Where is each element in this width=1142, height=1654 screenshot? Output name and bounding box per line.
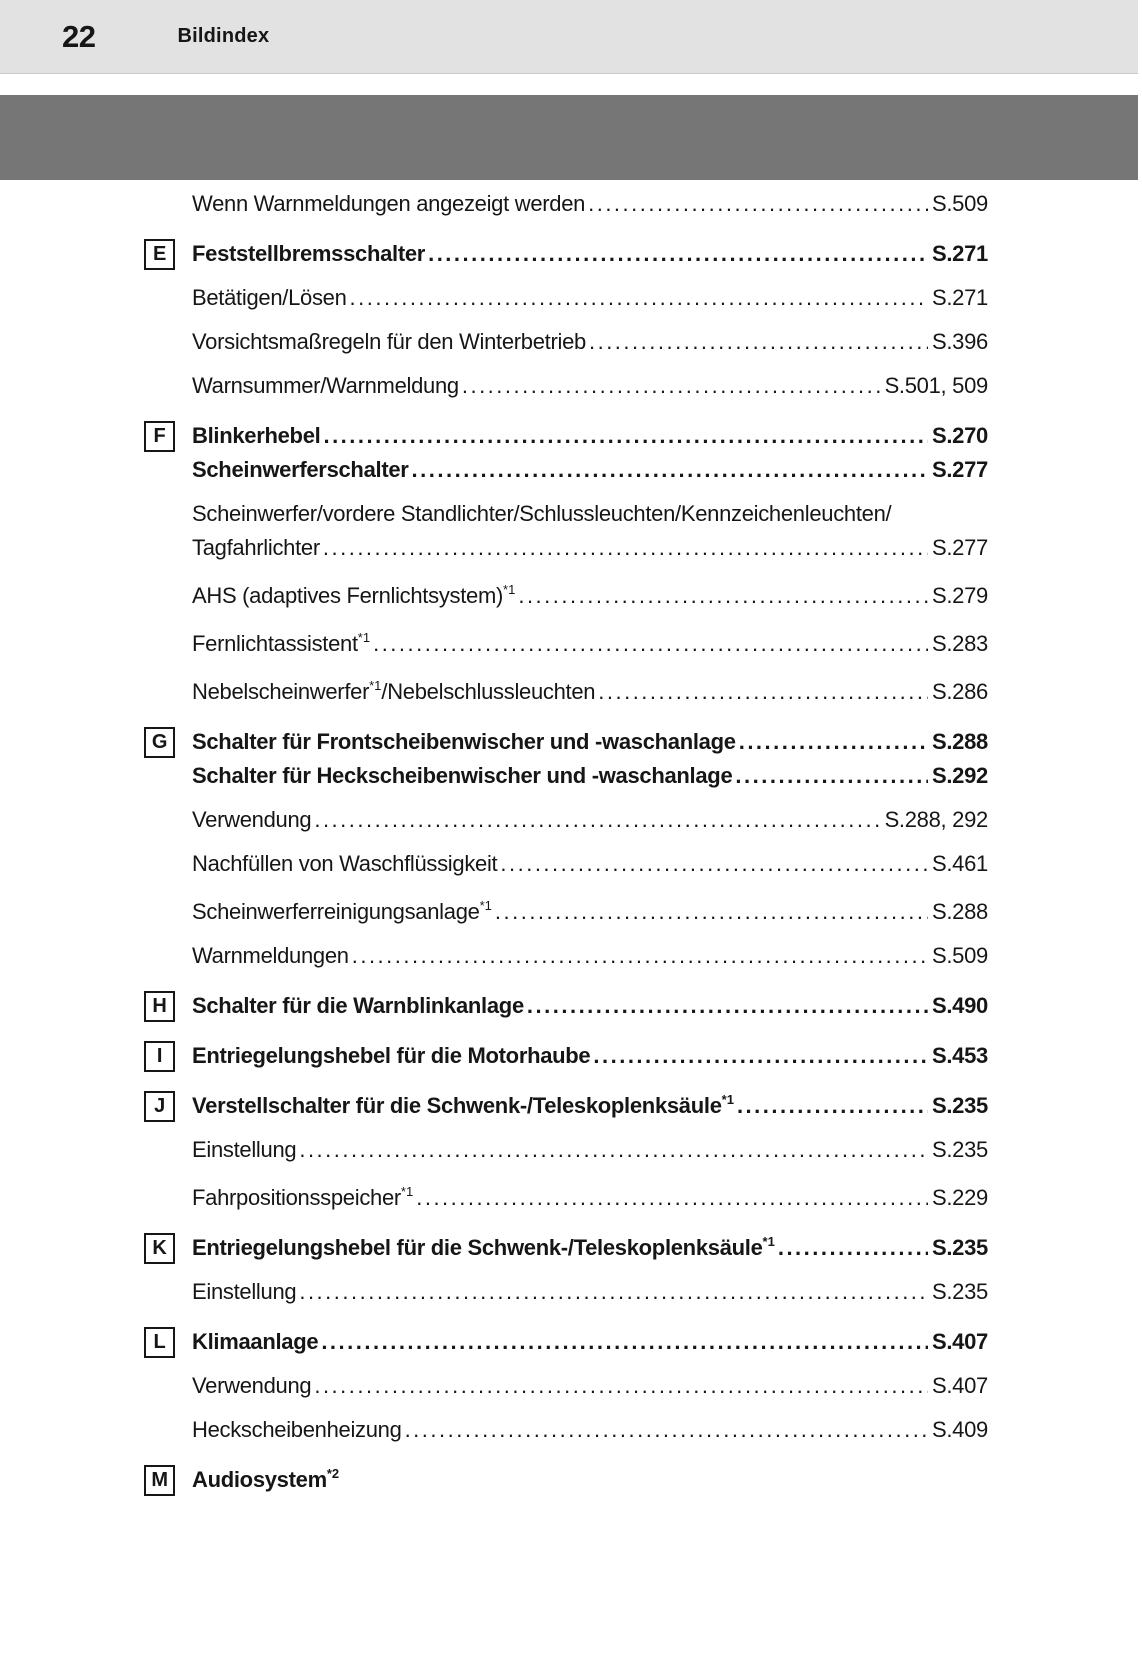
- page-reference: S.279: [932, 583, 988, 608]
- page-reference: S.501, 509: [884, 373, 988, 398]
- section-letter: H: [152, 995, 167, 1017]
- index-row: [144, 326, 988, 358]
- entry-text: [192, 1414, 402, 1446]
- page-reference: S.453: [932, 1043, 988, 1068]
- entry-label: Nachfüllen von Waschflüssigkeit: [192, 851, 498, 876]
- index-row: [144, 990, 988, 1022]
- page-reference: S.286: [932, 679, 988, 704]
- index-row: [144, 760, 988, 792]
- page-reference: S.407: [932, 1329, 988, 1354]
- dot-leader: [589, 326, 928, 358]
- entry-text: [192, 990, 524, 1022]
- dot-leader: [462, 370, 881, 402]
- index-row: [144, 1134, 988, 1166]
- entry-text: [192, 760, 732, 792]
- entry-label: Schalter für Heckscheibenwischer und -waschanlage: [192, 763, 733, 788]
- index-row: [144, 282, 988, 314]
- page-reference: S.409: [932, 1417, 988, 1442]
- entry-label: Feststellbremsschalter: [192, 241, 426, 266]
- index-row: [144, 370, 988, 402]
- section-letter-badge: [144, 727, 175, 758]
- dot-leader: [416, 1182, 928, 1214]
- page-reference: S.270: [932, 423, 988, 448]
- dot-leader: [428, 238, 928, 270]
- dot-leader: [412, 454, 928, 486]
- entry-label: Warnmeldungen: [192, 943, 349, 968]
- index-row: [144, 804, 988, 836]
- entry-label: Fahrpositionsspeicher: [192, 1185, 401, 1210]
- entry-footnote-marker: *1: [762, 1234, 775, 1249]
- entry-footnote-marker: *1: [369, 678, 382, 693]
- section-letter-badge: [144, 1091, 175, 1122]
- entry-text: [192, 1276, 296, 1308]
- entry-label: Warnsummer/Warnmeldung: [192, 373, 459, 398]
- section-letter: E: [152, 243, 167, 265]
- page-number: 22: [62, 18, 96, 54]
- entry-label-continuation: /Nebelschlussleuchten: [381, 679, 596, 704]
- dot-leader: [735, 760, 928, 792]
- entry-text: [192, 454, 409, 486]
- entry-label: Audiosystem: [192, 1467, 327, 1492]
- entry-text: [192, 498, 891, 530]
- index-row: [144, 1326, 988, 1358]
- entry-footnote-marker: *1: [357, 630, 371, 645]
- section-letter-badge: [144, 1041, 175, 1072]
- entry-label: Verwendung: [192, 1373, 312, 1398]
- entry-footnote-marker: *1: [400, 1184, 414, 1199]
- entry-text: [192, 896, 492, 928]
- dot-leader: [299, 1134, 928, 1166]
- page-reference: S.288, 292: [884, 807, 988, 832]
- entry-label: Verwendung: [192, 807, 312, 832]
- index-row: [144, 1040, 988, 1072]
- dot-leader: [778, 1232, 928, 1264]
- index-row: [144, 420, 988, 452]
- page-reference: S.235: [932, 1235, 988, 1260]
- page-reference: S.235: [932, 1279, 988, 1304]
- entry-text: [192, 1464, 339, 1496]
- entry-label: Nebelscheinwerfer: [192, 679, 370, 704]
- page-reference: S.490: [932, 993, 988, 1018]
- entry-label: Scheinwerferreinigungsanlage: [192, 899, 480, 924]
- index-row: [144, 628, 988, 660]
- dot-leader: [299, 1276, 928, 1308]
- entry-label: Tagfahrlichter: [192, 535, 320, 560]
- section-letter-badge: [144, 1327, 175, 1358]
- index-row: [144, 1090, 988, 1122]
- dot-leader: [323, 532, 928, 564]
- entry-footnote-marker: *2: [326, 1466, 340, 1481]
- index-row: [144, 1414, 988, 1446]
- index-row: [144, 1182, 988, 1214]
- dot-leader: [739, 726, 928, 758]
- page-reference: S.235: [932, 1137, 988, 1162]
- entry-text: [192, 238, 425, 270]
- dot-leader: [598, 676, 928, 708]
- dot-leader: [405, 1414, 928, 1446]
- entry-text: [192, 804, 311, 836]
- entry-label: Blinkerhebel: [192, 423, 321, 448]
- entry-text: [192, 532, 320, 564]
- page-reference: S.229: [932, 1185, 988, 1210]
- page-reference: S.235: [932, 1093, 988, 1118]
- section-letter: F: [153, 425, 166, 447]
- section-letter: K: [152, 1237, 167, 1259]
- dot-leader: [518, 580, 928, 612]
- entry-text: [192, 1370, 311, 1402]
- entry-label: Einstellung: [192, 1137, 297, 1162]
- index-row: [144, 726, 988, 758]
- entry-text: [192, 940, 349, 972]
- entry-label: Betätigen/Lösen: [192, 285, 347, 310]
- entry-text: [192, 580, 515, 612]
- entry-text: [192, 726, 736, 758]
- index-row: [144, 238, 988, 270]
- page-reference: S.283: [932, 631, 988, 656]
- page-reference: S.461: [932, 851, 988, 876]
- page-reference: S.271: [932, 241, 988, 266]
- entry-text: [192, 188, 585, 220]
- section-letter: J: [154, 1095, 165, 1117]
- dot-leader: [321, 1326, 928, 1358]
- page-reference: S.277: [932, 457, 988, 482]
- section-letter-badge: [144, 991, 175, 1022]
- index-list: [144, 188, 988, 1496]
- page-reference: S.271: [932, 285, 988, 310]
- index-row: [144, 188, 988, 220]
- entry-label: Vorsichtsmaßregeln für den Winterbetrieb: [192, 329, 586, 354]
- index-row: [144, 676, 988, 708]
- index-row: [144, 940, 988, 972]
- entry-text: [192, 1232, 775, 1264]
- entry-text: [192, 1040, 590, 1072]
- page-reference: S.288: [932, 899, 988, 924]
- entry-label: Schalter für Frontscheibenwischer und -waschanlage: [192, 729, 736, 754]
- entry-label: Scheinwerfer/vordere Standlichter/Schlussleuchten/Kennzeichenleuchten/: [192, 501, 892, 526]
- section-letter-badge: [144, 1233, 175, 1264]
- index-row: [144, 498, 988, 530]
- entry-label: Klimaanlage: [192, 1329, 319, 1354]
- dot-leader: [588, 188, 928, 220]
- entry-label: Einstellung: [192, 1279, 297, 1304]
- section-letter-badge: [144, 1465, 175, 1496]
- entry-text: [192, 1134, 296, 1166]
- dot-leader: [323, 420, 928, 452]
- section-letter: G: [151, 731, 168, 753]
- dot-leader: [350, 282, 928, 314]
- entry-label: Scheinwerferschalter: [192, 457, 409, 482]
- page-reference: S.277: [932, 535, 988, 560]
- index-row: [144, 580, 988, 612]
- page-reference: S.292: [932, 763, 988, 788]
- entry-label: Wenn Warnmeldungen angezeigt werden: [192, 191, 586, 216]
- index-row: [144, 454, 988, 486]
- entry-label: AHS (adaptives Fernlichtsystem): [192, 583, 504, 608]
- index-row: [144, 532, 988, 564]
- index-row: [144, 848, 988, 880]
- entry-label: Verstellschalter für die Schwenk-/Teleskoplenksäule: [192, 1093, 722, 1118]
- entry-text: [192, 420, 320, 452]
- index-row: [144, 1370, 988, 1402]
- entry-text: [192, 848, 497, 880]
- entry-label: Fernlichtassistent: [192, 631, 358, 656]
- index-row: [144, 1276, 988, 1308]
- index-row: [144, 896, 988, 928]
- entry-footnote-marker: *1: [503, 582, 516, 597]
- dot-leader: [314, 1370, 928, 1402]
- section-letter-badge: [144, 421, 175, 452]
- entry-text: [192, 370, 459, 402]
- entry-label: Heckscheibenheizung: [192, 1417, 402, 1442]
- entry-text: [192, 628, 370, 660]
- entry-label: Entriegelungshebel für die Schwenk-/Teleskoplenksäule: [192, 1235, 763, 1260]
- dot-leader: [314, 804, 880, 836]
- dot-leader: [495, 896, 928, 928]
- entry-text: [192, 282, 347, 314]
- chapter-title: Bildindex: [177, 25, 270, 47]
- page-reference: S.509: [932, 943, 988, 968]
- index-row: [144, 1232, 988, 1264]
- entry-text: [192, 326, 586, 358]
- section-banner: [0, 95, 1138, 180]
- entry-label: Entriegelungshebel für die Motorhaube: [192, 1043, 591, 1068]
- entry-footnote-marker: *1: [479, 898, 492, 913]
- page-reference: S.396: [932, 329, 988, 354]
- entry-text: [192, 1182, 413, 1214]
- dot-leader: [373, 628, 928, 660]
- entry-footnote-marker: *1: [721, 1092, 734, 1107]
- entry-text: [192, 676, 595, 708]
- dot-leader: [352, 940, 928, 972]
- page-header: [0, 0, 1138, 74]
- page-reference: S.509: [932, 191, 988, 216]
- entry-label: Schalter für die Warnblinkanlage: [192, 993, 524, 1018]
- dot-leader: [527, 990, 928, 1022]
- dot-leader: [737, 1090, 928, 1122]
- section-letter: M: [151, 1469, 168, 1491]
- entry-text: [192, 1326, 318, 1358]
- index-row: [144, 1464, 988, 1496]
- section-letter: I: [156, 1045, 163, 1067]
- entry-text: [192, 1090, 734, 1122]
- page-reference: S.407: [932, 1373, 988, 1398]
- dot-leader: [500, 848, 928, 880]
- section-letter-badge: [144, 239, 175, 270]
- page-reference: S.288: [932, 729, 988, 754]
- section-letter: L: [153, 1331, 166, 1353]
- dot-leader: [593, 1040, 928, 1072]
